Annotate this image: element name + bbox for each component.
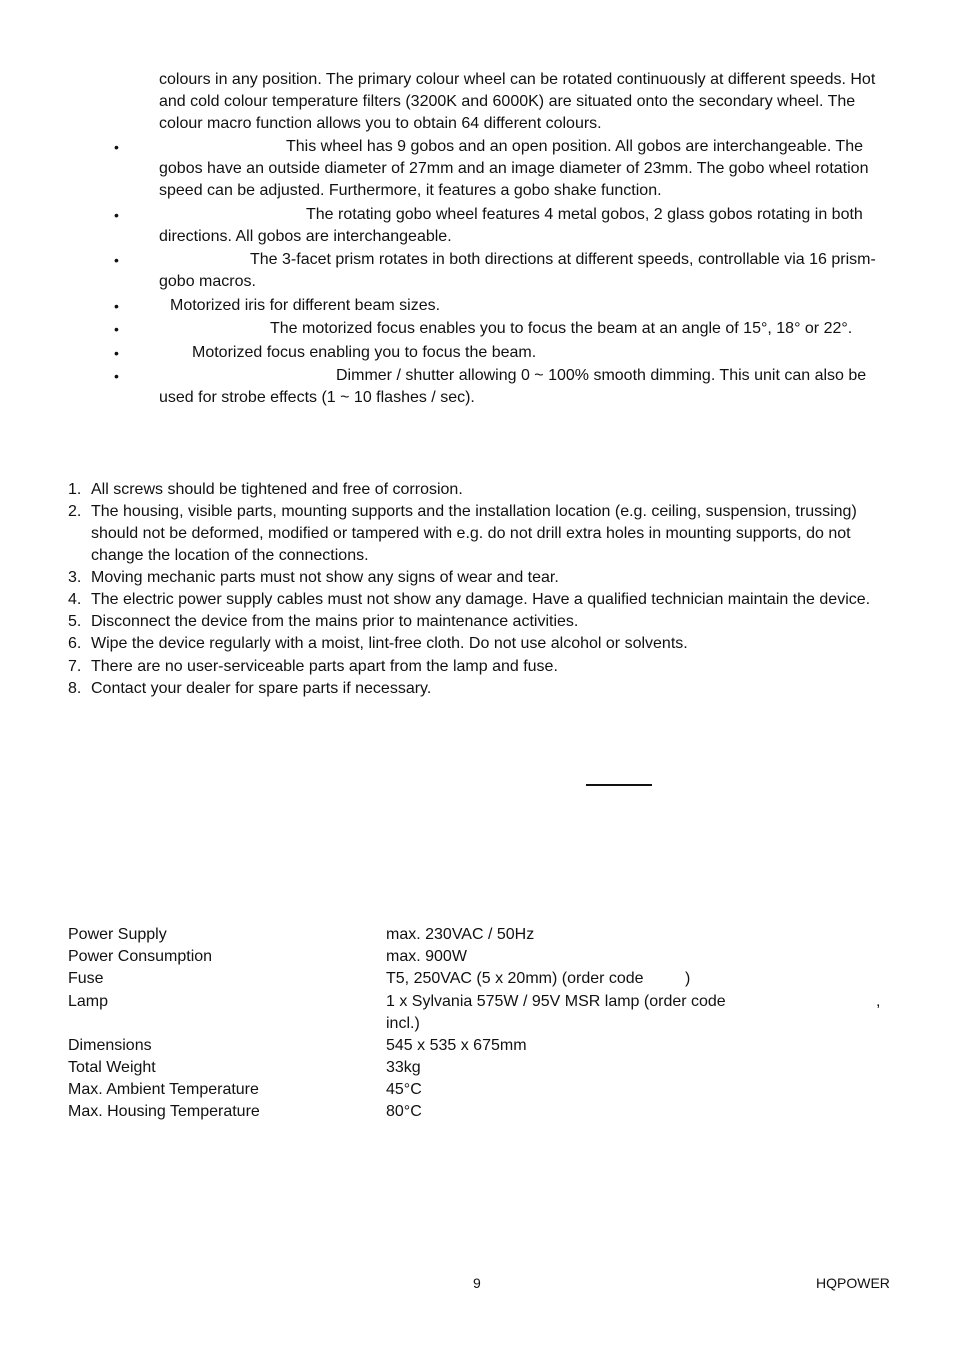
maintenance-number: 8. [68, 680, 82, 697]
spec-label-lamp: Lamp [68, 993, 109, 1010]
intro-line-1: colours in any position. The primary colour wheel can be rotated continuously at different speeds. Hot [159, 71, 876, 88]
spec-value-lamp-continuation: incl.) [386, 1015, 420, 1032]
feature-prism-line-2: gobo macros. [159, 273, 256, 290]
maintenance-item: Contact your dealer for spare parts if necessary. [91, 680, 432, 697]
maintenance-item-continuation: should not be deformed, modified or tampered with e.g. do not drill extra holes in mounting supports, do not [91, 525, 851, 542]
feature-dimmer-line-1: Dimmer / shutter allowing 0 ~ 100% smooth dimming. This unit can also be [336, 367, 867, 384]
bullet-marker: • [114, 321, 119, 337]
maintenance-item: Wipe the device regularly with a moist, lint-free cloth. Do not use alcohol or solvents. [91, 635, 688, 652]
spec-label-housing-temp: Max. Housing Temperature [68, 1103, 260, 1120]
maintenance-item: All screws should be tightened and free of corrosion. [91, 481, 463, 498]
feature-gobo-wheel-line-1: This wheel has 9 gobos and an open position. All gobos are interchangeable. The [286, 138, 863, 155]
maintenance-item-continuation: change the location of the connections. [91, 547, 369, 564]
maintenance-number: 2. [68, 503, 82, 520]
spec-value-fuse: T5, 250VAC (5 x 20mm) (order code [386, 970, 644, 987]
maintenance-item: Disconnect the device from the mains prior to maintenance activities. [91, 613, 579, 630]
feature-rotating-gobo-line-2: directions. All gobos are interchangeable. [159, 228, 452, 245]
spec-value-housing-temp: 80°C [386, 1103, 422, 1120]
maintenance-item: The electric power supply cables must not show any damage. Have a qualified technician maintain the device. [91, 591, 871, 608]
divider [586, 784, 652, 786]
bullet-marker: • [114, 252, 119, 268]
bullet-marker: • [114, 139, 119, 155]
bullet-marker: • [114, 298, 119, 314]
intro-line-2: and cold colour temperature filters (3200K and 6000K) are situated onto the secondary wheel. The [159, 93, 856, 110]
feature-dimmer-line-2: used for strobe effects (1 ~ 10 flashes / sec). [159, 389, 475, 406]
spec-value-lamp-suffix: , [876, 993, 881, 1010]
maintenance-item: There are no user-serviceable parts apart from the lamp and fuse. [91, 658, 558, 675]
feature-gobo-wheel-line-2: gobos have an outside diameter of 27mm and an image diameter of 23mm. The gobo wheel rotation [159, 160, 869, 177]
bullet-marker: • [114, 368, 119, 384]
maintenance-number: 6. [68, 635, 82, 652]
feature-focus-angle: The motorized focus enables you to focus the beam at an angle of 15°, 18° or 22°. [270, 320, 853, 337]
maintenance-number: 4. [68, 591, 82, 608]
maintenance-number: 5. [68, 613, 82, 630]
feature-iris: Motorized iris for different beam sizes. [170, 297, 441, 314]
feature-focus: Motorized focus enabling you to focus the beam. [192, 344, 537, 361]
spec-label-power-consumption: Power Consumption [68, 948, 213, 965]
spec-value-power-supply: max. 230VAC / 50Hz [386, 926, 535, 943]
spec-label-fuse: Fuse [68, 970, 104, 987]
bullet-marker: • [114, 207, 119, 223]
intro-line-3: colour macro function allows you to obtain 64 different colours. [159, 115, 602, 132]
spec-value-lamp: 1 x Sylvania 575W / 95V MSR lamp (order code [386, 993, 726, 1010]
feature-gobo-wheel-line-3: speed can be adjusted. Furthermore, it features a gobo shake function. [159, 182, 662, 199]
spec-label-total-weight: Total Weight [68, 1059, 156, 1076]
spec-value-dimensions: 545 x 535 x 675mm [386, 1037, 527, 1054]
feature-rotating-gobo-line-1: The rotating gobo wheel features 4 metal gobos, 2 glass gobos rotating in both [306, 206, 863, 223]
spec-label-ambient-temp: Max. Ambient Temperature [68, 1081, 259, 1098]
maintenance-number: 7. [68, 658, 82, 675]
page-number: 9 [473, 1275, 481, 1291]
maintenance-item: Moving mechanic parts must not show any signs of wear and tear. [91, 569, 559, 586]
feature-prism-line-1: The 3-facet prism rotates in both directions at different speeds, controllable via 16 prism- [250, 251, 876, 268]
bullet-marker: • [114, 345, 119, 361]
spec-value-ambient-temp: 45°C [386, 1081, 422, 1098]
spec-label-dimensions: Dimensions [68, 1037, 152, 1054]
maintenance-item: The housing, visible parts, mounting supports and the installation location (e.g. ceiling, suspension, trussing) [91, 503, 857, 520]
footer-brand: HQPOWER [816, 1275, 890, 1291]
spec-value-total-weight: 33kg [386, 1059, 421, 1076]
spec-value-fuse-suffix: ) [685, 970, 691, 987]
spec-label-power-supply: Power Supply [68, 926, 167, 943]
maintenance-number: 3. [68, 569, 82, 586]
maintenance-number: 1. [68, 481, 82, 498]
spec-value-power-consumption: max. 900W [386, 948, 467, 965]
